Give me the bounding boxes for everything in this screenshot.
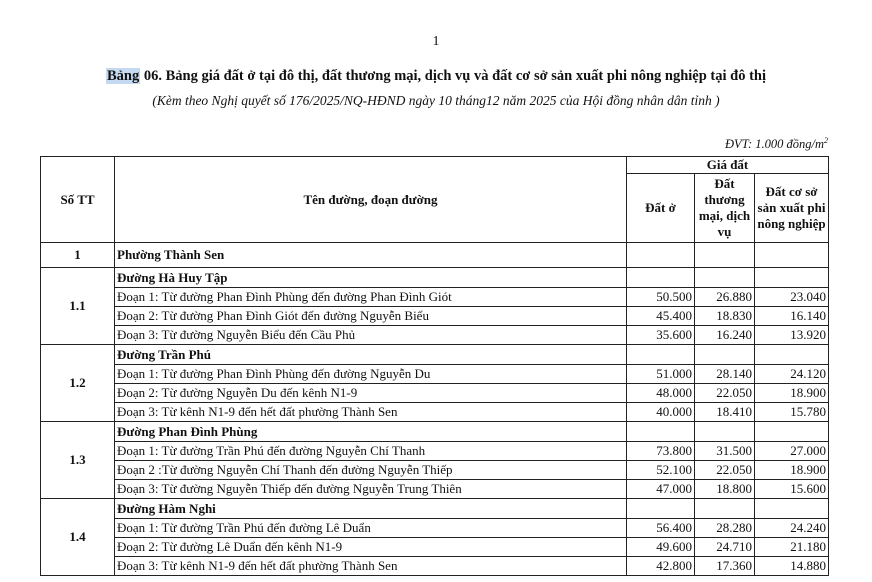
empty-cell [755, 268, 829, 288]
segment-row [41, 403, 829, 422]
header-dat-o: Đất ở [627, 174, 695, 243]
street-stt: 1.3 [41, 422, 115, 499]
segment-name: Đoạn 3: Từ kênh N1-9 đến hết đất phường Thành Sen [115, 403, 627, 422]
unit-text: ĐVT: 1.000 đồng/m [725, 137, 824, 152]
segment-row [41, 519, 829, 538]
price-dat-o: 50.500 [627, 288, 695, 307]
price-dat-o: 73.800 [627, 442, 695, 461]
price-co-so: 16.140 [755, 307, 829, 326]
segment-name: Đoạn 3: Từ kênh N1-9 đến hết đất phường Thành Sen [115, 557, 627, 576]
price-co-so: 24.120 [755, 365, 829, 384]
segment-name: Đoạn 2 :Từ đường Nguyễn Chí Thanh đến đường Nguyễn Thiếp [115, 461, 627, 480]
price-dat-o: 35.600 [627, 326, 695, 345]
street-row [41, 345, 829, 365]
price-dat-o: 42.800 [627, 557, 695, 576]
empty-cell [695, 422, 755, 442]
segment-row [41, 326, 829, 345]
segment-row [41, 461, 829, 480]
segment-name: Đoạn 2: Từ đường Phan Đình Giót đến đường Nguyễn Biểu [115, 307, 627, 326]
price-thuong-mai: 16.240 [695, 326, 755, 345]
title-rest: 06. Bảng giá đất ở tại đô thị, đất thương mại, dịch vụ và đất cơ sở sản xuất phi nông nghiệp tại đô thị [140, 68, 767, 84]
segment-row [41, 557, 829, 576]
segment-name: Đoạn 3: Từ đường Nguyễn Thiếp đến đường Nguyễn Trung Thiên [115, 480, 627, 499]
segment-row [41, 288, 829, 307]
street-stt: 1.2 [41, 345, 115, 422]
header-thuong-mai: Đất thương mại, dịch vụ [695, 174, 755, 243]
empty-cell [627, 499, 695, 519]
price-co-so: 15.780 [755, 403, 829, 422]
price-dat-o: 56.400 [627, 519, 695, 538]
street-row [41, 268, 829, 288]
price-co-so: 13.920 [755, 326, 829, 345]
segment-name: Đoạn 3: Từ đường Nguyễn Biểu đến Cầu Phủ [115, 326, 627, 345]
price-thuong-mai: 24.710 [695, 538, 755, 557]
price-co-so: 21.180 [755, 538, 829, 557]
segment-row [41, 442, 829, 461]
empty-cell [755, 499, 829, 519]
street-name: Đường Hà Huy Tập [115, 268, 627, 288]
header-stt: Số TT [41, 157, 115, 243]
table-body [41, 243, 829, 576]
price-thuong-mai: 28.140 [695, 365, 755, 384]
empty-cell [695, 268, 755, 288]
price-co-so: 24.240 [755, 519, 829, 538]
section-row [41, 243, 829, 268]
price-co-so: 14.880 [755, 557, 829, 576]
title-highlight[interactable]: Bảng [106, 68, 140, 84]
price-dat-o: 47.000 [627, 480, 695, 499]
price-thuong-mai: 31.500 [695, 442, 755, 461]
header-name: Tên đường, đoạn đường [115, 157, 627, 243]
street-stt: 1.1 [41, 268, 115, 345]
segment-name: Đoạn 1: Từ đường Phan Đình Phùng đến đường Phan Đình Giót [115, 288, 627, 307]
segment-row [41, 480, 829, 499]
empty-cell [695, 243, 755, 268]
price-thuong-mai: 17.360 [695, 557, 755, 576]
price-thuong-mai: 22.050 [695, 384, 755, 403]
empty-cell [755, 422, 829, 442]
price-dat-o: 49.600 [627, 538, 695, 557]
empty-cell [755, 345, 829, 365]
empty-cell [695, 345, 755, 365]
street-name: Đường Hàm Nghi [115, 499, 627, 519]
document-subtitle: (Kèm theo Nghị quyết số 176/2025/NQ-HĐND ngày 10 tháng12 năm 2025 của Hội đồng nhân dân tỉnh ) [152, 93, 720, 108]
price-thuong-mai: 22.050 [695, 461, 755, 480]
street-stt: 1.4 [41, 499, 115, 576]
segment-row [41, 538, 829, 557]
header-co-so: Đất cơ sở sản xuất phi nông nghiệp [755, 174, 829, 243]
unit-label [660, 136, 828, 152]
segment-name: Đoạn 1: Từ đường Phan Đình Phùng đến đường Nguyễn Du [115, 365, 627, 384]
price-dat-o: 52.100 [627, 461, 695, 480]
segment-name: Đoạn 1: Từ đường Trần Phú đến đường Nguyễn Chí Thanh [115, 442, 627, 461]
street-row [41, 422, 829, 442]
price-co-so: 18.900 [755, 461, 829, 480]
price-co-so: 27.000 [755, 442, 829, 461]
price-dat-o: 48.000 [627, 384, 695, 403]
segment-name: Đoạn 2: Từ đường Nguyễn Du đến kênh N1-9 [115, 384, 627, 403]
price-dat-o: 51.000 [627, 365, 695, 384]
section-stt: 1 [41, 243, 115, 268]
price-co-so: 18.900 [755, 384, 829, 403]
street-name: Đường Phan Đình Phùng [115, 422, 627, 442]
street-name: Đường Trần Phú [115, 345, 627, 365]
price-dat-o: 45.400 [627, 307, 695, 326]
segment-name: Đoạn 1: Từ đường Trần Phú đến đường Lê Duẩn [115, 519, 627, 538]
header-price-group: Giá đất [627, 157, 829, 174]
segment-row [41, 307, 829, 326]
empty-cell [627, 422, 695, 442]
empty-cell [695, 499, 755, 519]
price-thuong-mai: 18.830 [695, 307, 755, 326]
segment-row [41, 365, 829, 384]
price-co-so: 23.040 [755, 288, 829, 307]
price-co-so: 15.600 [755, 480, 829, 499]
segment-row [41, 384, 829, 403]
street-row [41, 499, 829, 519]
price-dat-o: 40.000 [627, 403, 695, 422]
price-thuong-mai: 18.410 [695, 403, 755, 422]
page-number: 1 [432, 34, 440, 49]
empty-cell [627, 268, 695, 288]
price-thuong-mai: 26.880 [695, 288, 755, 307]
empty-cell [627, 345, 695, 365]
section-name: Phường Thành Sen [115, 243, 627, 268]
empty-cell [627, 243, 695, 268]
empty-cell [755, 243, 829, 268]
segment-name: Đoạn 2: Từ đường Lê Duẩn đến kênh N1-9 [115, 538, 627, 557]
unit-superscript: 2 [824, 136, 828, 145]
document-title [0, 68, 872, 85]
land-price-table [40, 156, 829, 576]
price-thuong-mai: 18.800 [695, 480, 755, 499]
price-thuong-mai: 28.280 [695, 519, 755, 538]
